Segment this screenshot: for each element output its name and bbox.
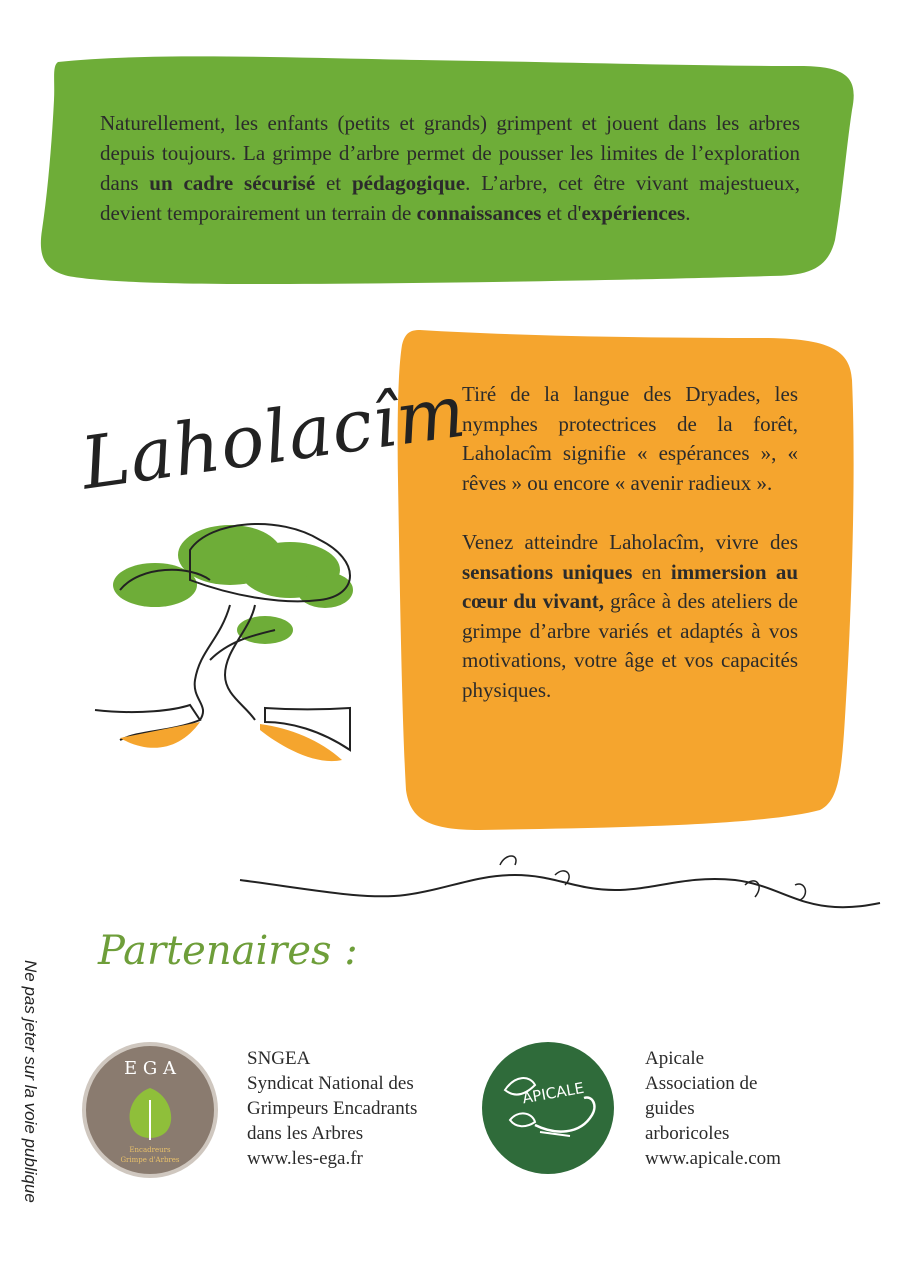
intro-text-4: et d' (541, 201, 582, 225)
ega-badge-caption-1: Encadreurs (129, 1146, 171, 1154)
intro-bold-secure: un cadre sécurisé (149, 171, 316, 195)
desc-text-1: Venez atteindre Laholacîm, vivre des (462, 529, 798, 554)
desc-bold-sensations: sensations uniques (462, 559, 633, 584)
apicale-partner-info (645, 1046, 781, 1171)
intro-text-3: . L’arbre, cet être vivant majestueux, devient temporairement un terrain de (100, 171, 800, 225)
intro-bold-knowledge: connaissances (416, 201, 542, 225)
vine-divider-icon (235, 845, 885, 925)
laholacim-logo-title: Laholacîm (76, 368, 472, 506)
description-box (462, 380, 798, 706)
side-note-text: Ne pas jeter sur la voie publique (21, 960, 40, 1203)
description-paragraph-1: Tiré de la langue des Dryades, les nymphes protectrices de la forêt, Laholacîm signifie « espérances », « rêves » ou encore « avenir radieux ». (462, 382, 798, 495)
desc-text-2: en (632, 559, 671, 584)
intro-text-2: et (315, 171, 352, 195)
tree-logo-icon (80, 510, 380, 780)
ega-partner-info (247, 1046, 417, 1171)
apicale-name: Apicale (645, 1048, 705, 1069)
apicale-line-3: guides (645, 1098, 695, 1119)
ega-badge-caption-2: Grimpe d'Arbres (120, 1156, 180, 1164)
intro-text-5: . (685, 201, 691, 225)
partners-title: Partenaires : (98, 928, 358, 974)
ega-line-3: Grimpeurs Encadrants (247, 1098, 418, 1119)
ega-logo-icon (80, 1040, 220, 1180)
apicale-logo-icon (480, 1040, 616, 1176)
description-paragraph-2 (462, 528, 798, 706)
intro-bold-pedagogic: pédagogique (351, 171, 466, 195)
apicale-line-4: arboricoles (645, 1123, 730, 1144)
ega-name: SNGEA (247, 1048, 311, 1069)
side-note-container (8, 960, 48, 1220)
intro-text-1: Naturellement, les enfants (petits et grands) grimpent et jouent dans les arbres depuis toujours. La grimpe d’arbre permet de pousser les limites de l’exploration dans (100, 111, 800, 195)
apicale-website-link[interactable]: www.apicale.com (645, 1148, 781, 1169)
ega-line-4: dans les Arbres (247, 1123, 364, 1144)
apicale-badge-label: APICALE (520, 1078, 586, 1108)
ega-badge-letters: E G A (124, 1058, 176, 1079)
ega-line-2: Syndicat National des (247, 1073, 414, 1094)
apicale-line-2: Association de (645, 1073, 758, 1094)
ega-website-link[interactable]: www.les-ega.fr (247, 1148, 363, 1169)
desc-bold-immersion: immersion au cœur du vivant, (462, 559, 799, 614)
intro-bold-experiences: expériences (581, 201, 686, 225)
desc-text-3: grâce à des ateliers de grimpe d’arbre variés et adaptés à vos motivations, votre âge et vos capacités physiques. (462, 589, 798, 702)
